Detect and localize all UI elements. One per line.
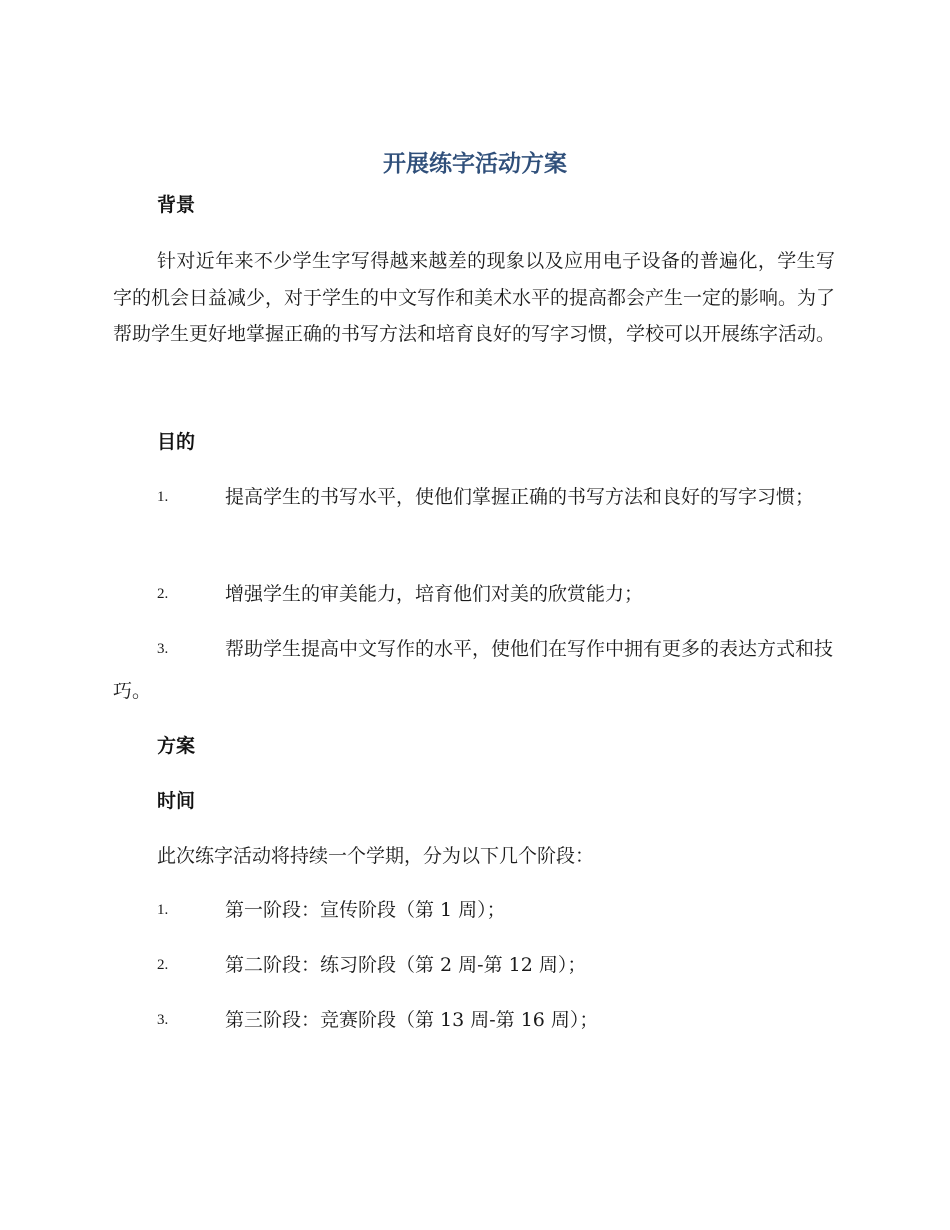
list-text: 第二阶段：练习阶段（第 2 周-第 12 周）； <box>225 954 587 976</box>
heading-background: 背景 <box>157 194 196 216</box>
list-number: 1. <box>157 902 169 918</box>
purpose-list-item <box>113 573 835 615</box>
heading-purpose: 目的 <box>157 431 196 453</box>
list-text: 帮助学生提高中文写作的水平，使他们在写作中拥有更多的表达方式和技巧。 <box>113 638 834 702</box>
heading-time: 时间 <box>157 790 196 812</box>
list-text: 提高学生的书写水平，使他们掌握正确的书写方法和良好的写字习惯； <box>225 486 815 508</box>
time-list-item <box>113 889 835 931</box>
background-paragraph: 针对近年来不少学生字写得越来越差的现象以及应用电子设备的普遍化，学生写字的机会日益减少，对于学生的中文写作和美术水平的提高都会产生一定的影响。为了帮助学生更好地掌握正确的书写方法和培育良好的写字习惯，学校可以开展练字活动。 <box>113 250 836 345</box>
time-intro: 此次练字活动将持续一个学期，分为以下几个阶段： <box>157 845 595 867</box>
heading-plan: 方案 <box>157 735 196 757</box>
list-number: 2. <box>157 586 169 602</box>
list-number: 2. <box>157 957 169 973</box>
document-title: 开展练字活动方案 <box>383 151 567 177</box>
list-text: 增强学生的审美能力，培育他们对美的欣赏能力； <box>225 583 644 605</box>
list-number: 3. <box>157 1012 169 1028</box>
time-list-item <box>113 944 835 986</box>
purpose-list-item <box>113 628 835 712</box>
list-number: 3. <box>157 641 169 657</box>
list-text: 第三阶段：竞赛阶段（第 13 周-第 16 周）； <box>225 1009 599 1031</box>
purpose-list-item <box>113 476 835 518</box>
list-number: 1. <box>157 489 169 505</box>
time-list-item <box>113 999 835 1041</box>
list-text: 第一阶段：宣传阶段（第 1 周）； <box>225 899 506 921</box>
